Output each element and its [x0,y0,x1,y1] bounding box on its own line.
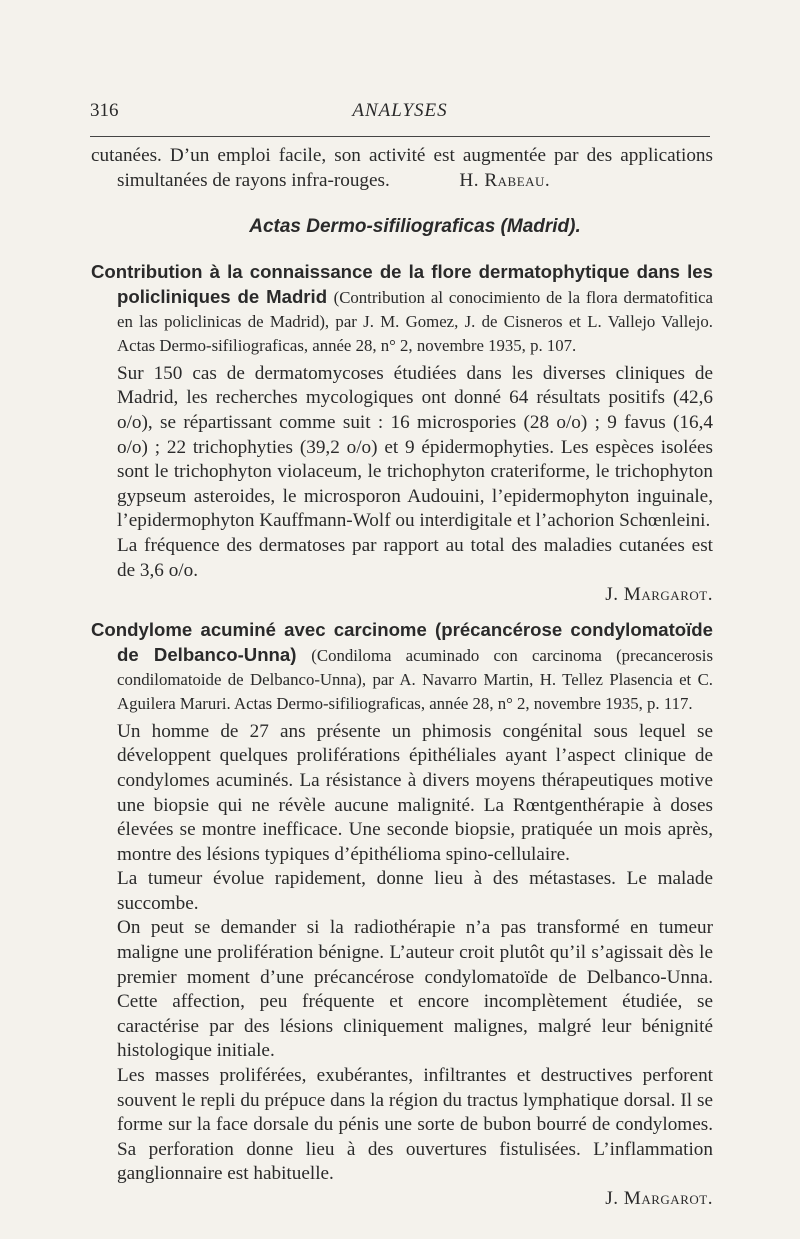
entry-1-paragraph: La fréquence des dermatoses par rapport au total des maladies cutanées est de 3,6 o/o. [117,534,713,581]
entry-1-paragraph: Sur 150 cas de dermatomycoses étudiées dans les diverses cliniques de Madrid, les recherches mycologiques ont donné 64 résultats positifs (42,6 o/o), se répartissant comme suit : 16 microspories (28 o/o) ; 9 favus (16,4 o/o) ; 22 trichophyties (39,2 o/o) et 9 épidermophyties. Les espèces isolées sont le trichophyton violaceum, le trichophyton crateriforme, le trichophyton gypseum asteroides, le microsporon Audouini, l’epidermophyton inguinale, l’epidermophyton Kauffmann-Wolf ou interdigitale et l’achorion Schœnleini. [117,362,713,532]
entry-2-author-name: J. Margarot. [605,1188,713,1209]
entry-1-author [117,583,713,608]
page-header [90,100,710,130]
continuation-text: cutanées. D’un emploi facile, son activité est augmentée par des applications simultanées de rayons infra-rouges. [91,145,713,191]
running-head: ANALYSES [352,100,448,121]
entry-2 [91,618,713,1212]
continuation-author: H. Rabeau. [459,169,551,191]
entry-1-citation [91,260,713,358]
page-body [91,144,714,1212]
entry-2-author [117,1187,713,1212]
entry-1 [91,260,714,608]
journal-heading: Actas Dermo-sifiliograficas (Madrid). [249,216,581,238]
entry-1-reference: (Contribution al conocimiento de la flora dermatofitica en las policlinicas de Madrid), par J. M. Gomez, J. de Cisneros et L. Vallejo Vallejo. Actas Dermo-sifiliograficas, année 28, n° 2, novembre 1935, p. 107. [117,287,714,355]
continuation-block [91,144,713,193]
entry-2-paragraph: La tumeur évolue rapidement, donne lieu à des métastases. Le malade succombe. [117,868,713,914]
entry-2-paragraph: Un homme de 27 ans présente un phimosis congénital sous lequel se développent quelques proliférations épithéliales ayant l’aspect clinique de condylomes acuminés. La résistance à divers moyens thérapeutiques motive une biopsie qui ne révèle aucune malignité. La Rœntgenthérapie à doses élevées se montre inefficace. Une seconde biopsie, pratiquée un mois après, montre des lésions typiques d’épithélioma spino-cellulaire. [117,720,713,865]
entry-2-citation [91,618,713,716]
header-rule [90,136,710,137]
entry-1-author-name: J. Margarot. [605,584,713,606]
entry-2-paragraph: Les masses proliférées, exubérantes, infiltrantes et destructives perforent souvent le repli du prépuce dans la région du tractus lymphatique dorsal. Il se forme sur la face dorsale du pénis une sorte de bubon bourré de condylomes. Sa perforation donne lieu à des ouvertures fistulisées. L’inflammation ganglionnaire est habituelle. [117,1065,713,1185]
entry-2-reference: (Condiloma acuminado con carcinoma (precancerosis condilomatoide de Delbanco-Unna), par A. Navarro Martin, H. Tellez Plasencia et C. Aguilera Maruri. Actas Dermo-sifiliograficas, année 28, n° 2, novembre 1935, p. 117. [117,645,713,713]
entry-2-paragraph: On peut se demander si la radiothérapie n’a pas transformé en tumeur maligne une prolifération bénigne. L’auteur croit plutôt qu’il s’agissait dès le premier moment d’une précancérose condylomatoïde de Delbanco-Unna. Cette affection, peu fréquente et encore incomplètement étudiée, se caractérise par des lésions cliniquement malignes, malgré leur bénignité histologique initiale. [117,917,713,1062]
page-number: 316 [90,100,119,121]
entry-1-title: Contribution à la connaissance de la flore dermatophytique dans les policliniques de Madrid [91,260,713,307]
entry-2-title: Condylome acuminé avec carcinome (précancérose condylomatoïde de Delbanco-Unna) [91,618,713,665]
